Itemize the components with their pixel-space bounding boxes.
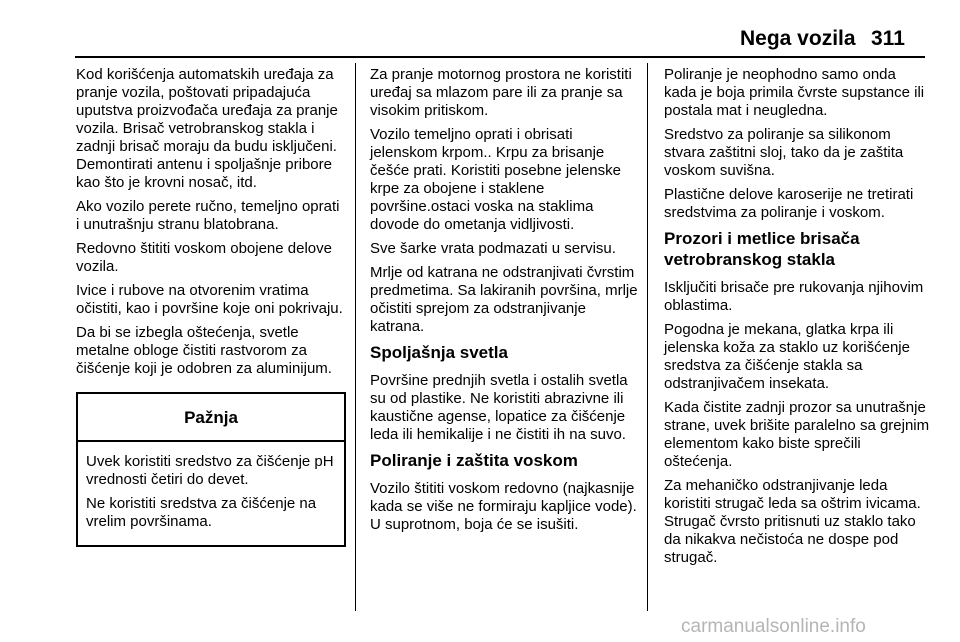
paragraph: Kada čistite zadnji prozor sa unutrašnje strane, uvek brišite paralelno sa grejnim elementom kako biste sprečili oštećenja. (664, 399, 930, 470)
notice-box (76, 392, 346, 547)
section-heading: Poliranje i zaštita voskom (370, 451, 578, 470)
column-right (664, 66, 930, 573)
paragraph: Ako vozilo perete ručno, temeljno oprati i unutrašnju stranu blatobrana. (76, 198, 340, 233)
notice-paragraph: Ne koristiti sredstva za čišćenje na vrelim površinama. (86, 495, 317, 530)
paragraph: Za mehaničko odstranjivanje leda koristiti strugač leda sa oštrim ivicama. Strugač čvrsto pritisnuti uz staklo tako da nikakva nečistoća ne dospe pod strugač. (664, 477, 921, 566)
paragraph: Vozilo štititi voskom redovno (najkasnije kada se više ne formiraju kapljice vode). U suprotnom, boja će se isušiti. (370, 480, 637, 533)
paragraph: Sredstvo za poliranje sa silikonom stvara zaštitni sloj, tako da je zaštita voskom suvišna. (664, 126, 904, 179)
paragraph: Ivice i rubove na otvorenim vratima očistiti, kao i površine koje oni pokrivaju. (76, 282, 343, 317)
page-number: 311 (871, 27, 905, 50)
paragraph: Sve šarke vrata podmazati u servisu. (370, 240, 616, 257)
paragraph: Mrlje od katrana ne odstranjivati čvrstim predmetima. Sa lakiranih površina, mrlje očistiti sprejom za odstranjivanje katrana. (370, 264, 638, 335)
notice-paragraph: Uvek koristiti sredstvo za čišćenje pH vrednosti četiri do devet. (86, 453, 334, 488)
column-divider-right (647, 63, 648, 611)
watermark: carmanualsonline.info (681, 616, 866, 637)
section-heading: Spoljašnja svetla (370, 343, 508, 362)
paragraph: Za pranje motornog prostora ne koristiti uređaj sa mlazom pare ili za pranje sa visokim pritiskom. (370, 66, 632, 119)
column-middle (370, 66, 640, 540)
notice-title: Pažnja (78, 394, 344, 442)
paragraph: Pogodna je mekana, glatka krpa ili jelenska koža za staklo uz korišćenje sredstva za čišćenje stakla sa odstranjivačem insekata. (664, 321, 910, 392)
paragraph: Površine prednjih svetla i ostalih svetla su od plastike. Ne koristiti abrazivne ili kaustične agense, lopatice za čišćenje leda ili hemikalije i ne čistiti ih na suvo. (370, 372, 628, 443)
paragraph: Redovno štititi voskom obojene delove vozila. (76, 240, 332, 275)
paragraph: Kod korišćenja automatskih uređaja za pranje vozila, poštovati pripadajuća uputstva proizvođača uređaja za pranje vozila. Brisač vetrobranskog stakla i zadnji brisač moraju da budu isključeni. Demontirati antenu i spoljašnje pribore kao što je krovni nosač, itd. (76, 66, 338, 191)
column-divider-left (355, 63, 356, 611)
notice-body (78, 442, 344, 545)
paragraph: Poliranje je neophodno samo onda kada je boja primila čvrste supstance ili postala mat i neugledna. (664, 66, 925, 119)
paragraph: Vozilo temeljno oprati i obrisati jelenskom krpom.. Krpu za brisanje češće prati. Koristiti posebne jelenske krpe za obojene i staklene površine.ostaci voska na staklima dovode do ometanja vidljivosti. (370, 126, 621, 233)
paragraph: Isključiti brisače pre rukovanja njihovim oblastima. (664, 279, 924, 314)
paragraph: Da bi se izbegla oštećenja, svetle metalne obloge čistiti rastvorom za čišćenje koji je odobren za aluminijum. (76, 324, 332, 377)
paragraph: Plastične delove karoserije ne tretirati sredstvima za poliranje i voskom. (664, 186, 914, 221)
section-heading: Prozori i metlice brisača vetrobranskog stakla (664, 229, 860, 269)
column-left (76, 66, 346, 547)
page-header-title: Nega vozila (740, 27, 856, 50)
header-rule (75, 56, 925, 58)
